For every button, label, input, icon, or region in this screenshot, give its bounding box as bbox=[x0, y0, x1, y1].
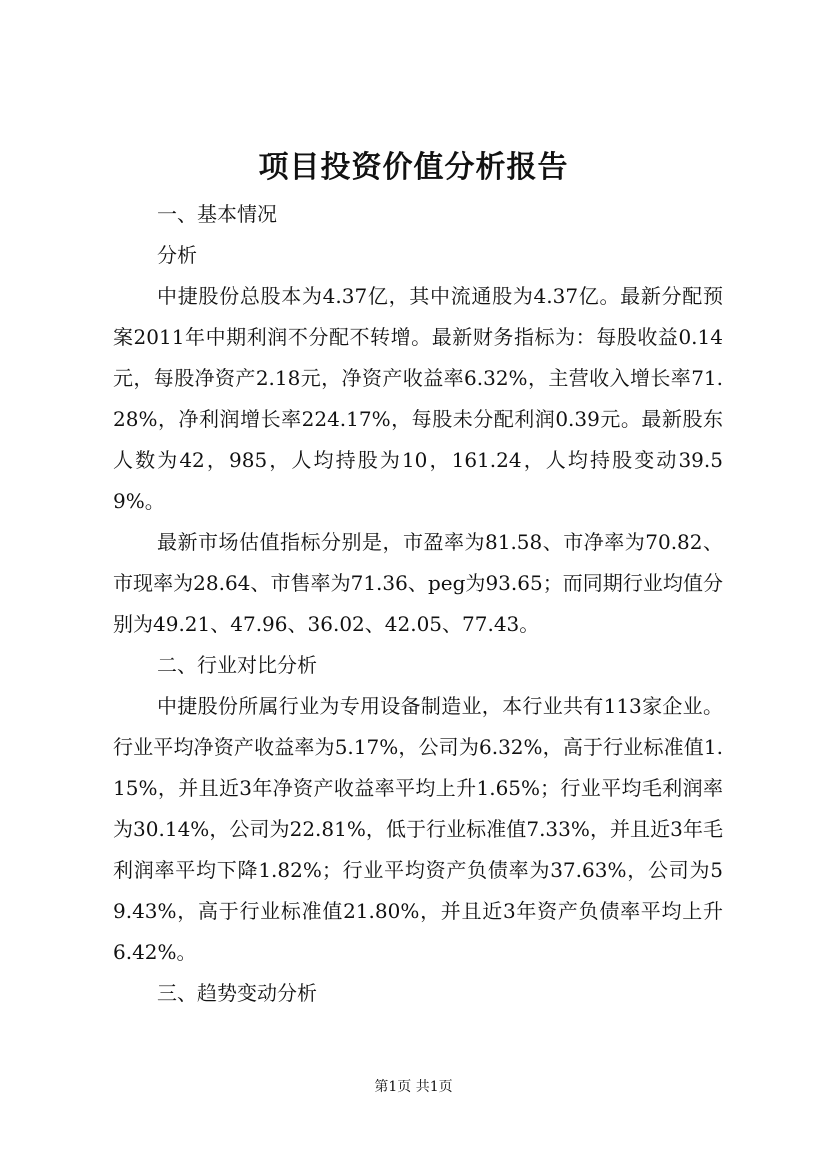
section-heading-industry-comparison: 二、行业对比分析 bbox=[157, 653, 317, 677]
section-heading-trend-analysis: 三、趋势变动分析 bbox=[157, 981, 317, 1005]
paragraph-basic-financials: 中捷股份总股本为4.37亿，其中流通股为4.37亿。最新分配预案2011年中期利润不分配不转增。最新财务指标为：每股收益0.14元，每股净资产2.18元，净资产收益率6.32%，主营收入增长率71.28%，净利润增长率224.17%，每股未分配利润0.39元。最新股东人数为42，985，人均持股为10，161.24，人均持股变动39.59%。 bbox=[113, 284, 723, 513]
paragraph-industry-comparison: 中捷股份所属行业为专用设备制造业，本行业共有113家企业。行业平均净资产收益率为5.17%，公司为6.32%，高于行业标准值1.15%，并且近3年净资产收益率平均上升1.65%；行业平均毛利润率为30.14%，公司为22.81%，低于行业标准值7.33%，并且近3年毛利润率平均下降1.82%；行业平均资产负债率为37.63%，公司为59.43%，高于行业标准值21.80%，并且近3年资产负债率平均上升6.42%。 bbox=[113, 694, 723, 964]
page-title: 项目投资价值分析报告 bbox=[258, 150, 569, 185]
document-body bbox=[113, 194, 723, 1014]
section-heading-basic-info: 一、基本情况 bbox=[157, 202, 277, 226]
paragraph-valuation: 最新市场估值指标分别是，市盈率为81.58、市净率为70.82、市现率为28.64、市售率为71.36、peg为93.65；而同期行业均值分别为49.21、47.96、36.02、42.05、77.43。 bbox=[113, 530, 723, 636]
section-subheading-analysis: 分析 bbox=[157, 243, 197, 267]
page-footer: 第1页 共1页 bbox=[374, 1079, 453, 1095]
